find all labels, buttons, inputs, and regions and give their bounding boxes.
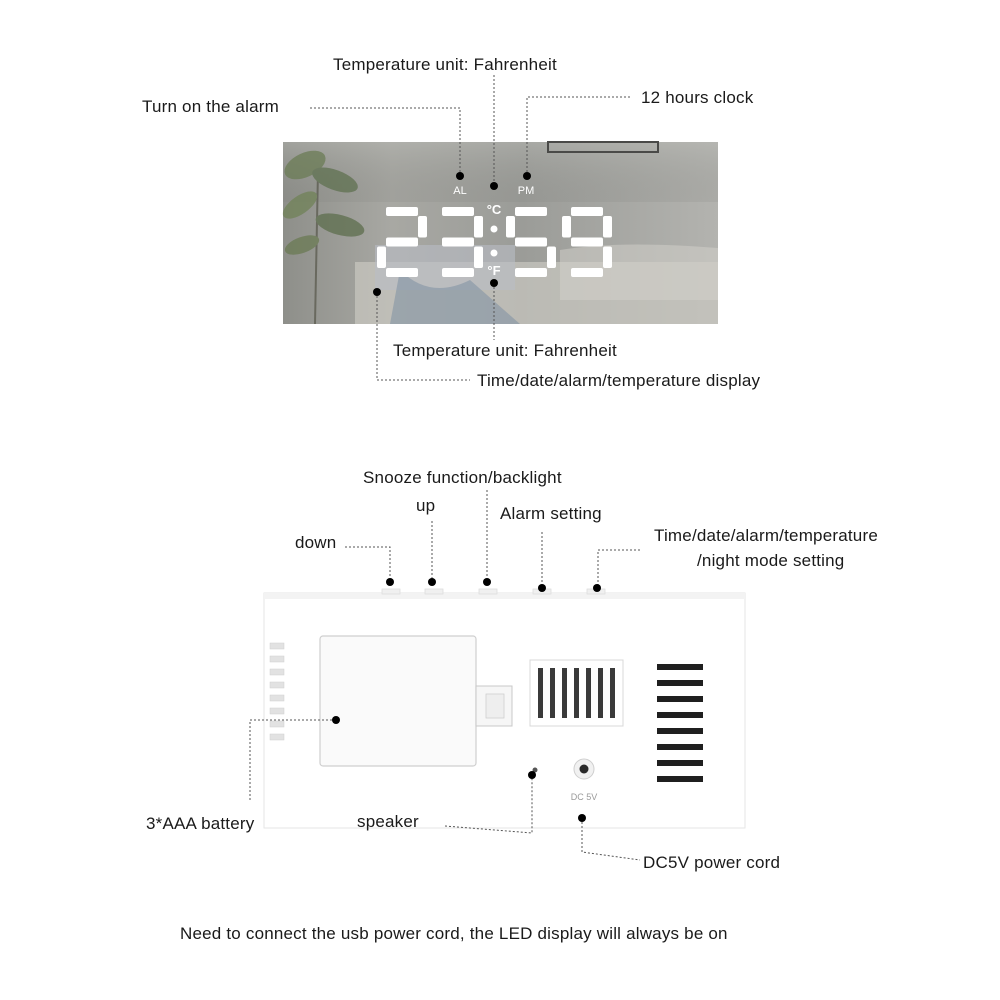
led-digit-3-seg-d [571, 268, 603, 277]
label-down: down [295, 533, 337, 552]
dc-jack-print: DC 5V [570, 792, 598, 802]
led-digit-1-seg-a [442, 207, 474, 216]
colon-dot-lower [491, 250, 498, 257]
led-digit-3-seg-c [603, 247, 612, 269]
colon-dot-upper [491, 226, 498, 233]
label-up: up [416, 496, 436, 515]
celsius-indicator: °C [486, 202, 502, 217]
label-mode-setting-1: Time/date/alarm/temperature [654, 526, 878, 545]
led-digit-3-seg-g [571, 238, 603, 247]
label-turn-on-alarm: Turn on the alarm [142, 97, 279, 116]
led-digit-0-seg-b [418, 216, 427, 238]
led-digit-0-seg-d [386, 268, 418, 277]
label-temp-unit-top: Temperature unit: Fahrenheit [333, 55, 557, 74]
led-digit-0-seg-e [377, 247, 386, 269]
label-mode-setting-2: /night mode setting [697, 551, 845, 570]
label-temp-unit-bottom: Temperature unit: Fahrenheit [393, 341, 617, 360]
led-digit-2-seg-g [515, 238, 547, 247]
led-digit-3-seg-a [571, 207, 603, 216]
led-digit-3-seg-b [603, 216, 612, 238]
fahrenheit-indicator: °F [487, 263, 501, 278]
led-digit-3-seg-f [562, 216, 571, 238]
label-display-desc: Time/date/alarm/temperature display [477, 371, 761, 390]
pm-indicator: PM [517, 185, 535, 197]
clock-back-body [264, 589, 745, 828]
led-digit-0-seg-a [386, 207, 418, 216]
led-digit-2-seg-f [506, 216, 515, 238]
mirror-clock-front [278, 142, 718, 324]
al-indicator: AL [453, 185, 467, 197]
led-digit-0-seg-g [386, 238, 418, 247]
led-digit-1-seg-g [442, 238, 474, 247]
led-digit-2-seg-d [515, 268, 547, 277]
led-digit-1-seg-d [442, 268, 474, 277]
led-digit-2-seg-a [515, 207, 547, 216]
label-power-cord: DC5V power cord [643, 853, 781, 872]
led-digit-1-seg-b [474, 216, 483, 238]
footer-note: Need to connect the usb power cord, the LED display will always be on [180, 924, 728, 943]
led-digit-1-seg-c [474, 247, 483, 269]
label-snooze: Snooze function/backlight [363, 468, 562, 487]
label-speaker: speaker [357, 812, 419, 831]
label-12-hours-clock: 12 hours clock [641, 88, 754, 107]
label-alarm-setting: Alarm setting [500, 504, 602, 523]
led-digit-2-seg-c [547, 247, 556, 269]
label-battery: 3*AAA battery [146, 814, 255, 833]
